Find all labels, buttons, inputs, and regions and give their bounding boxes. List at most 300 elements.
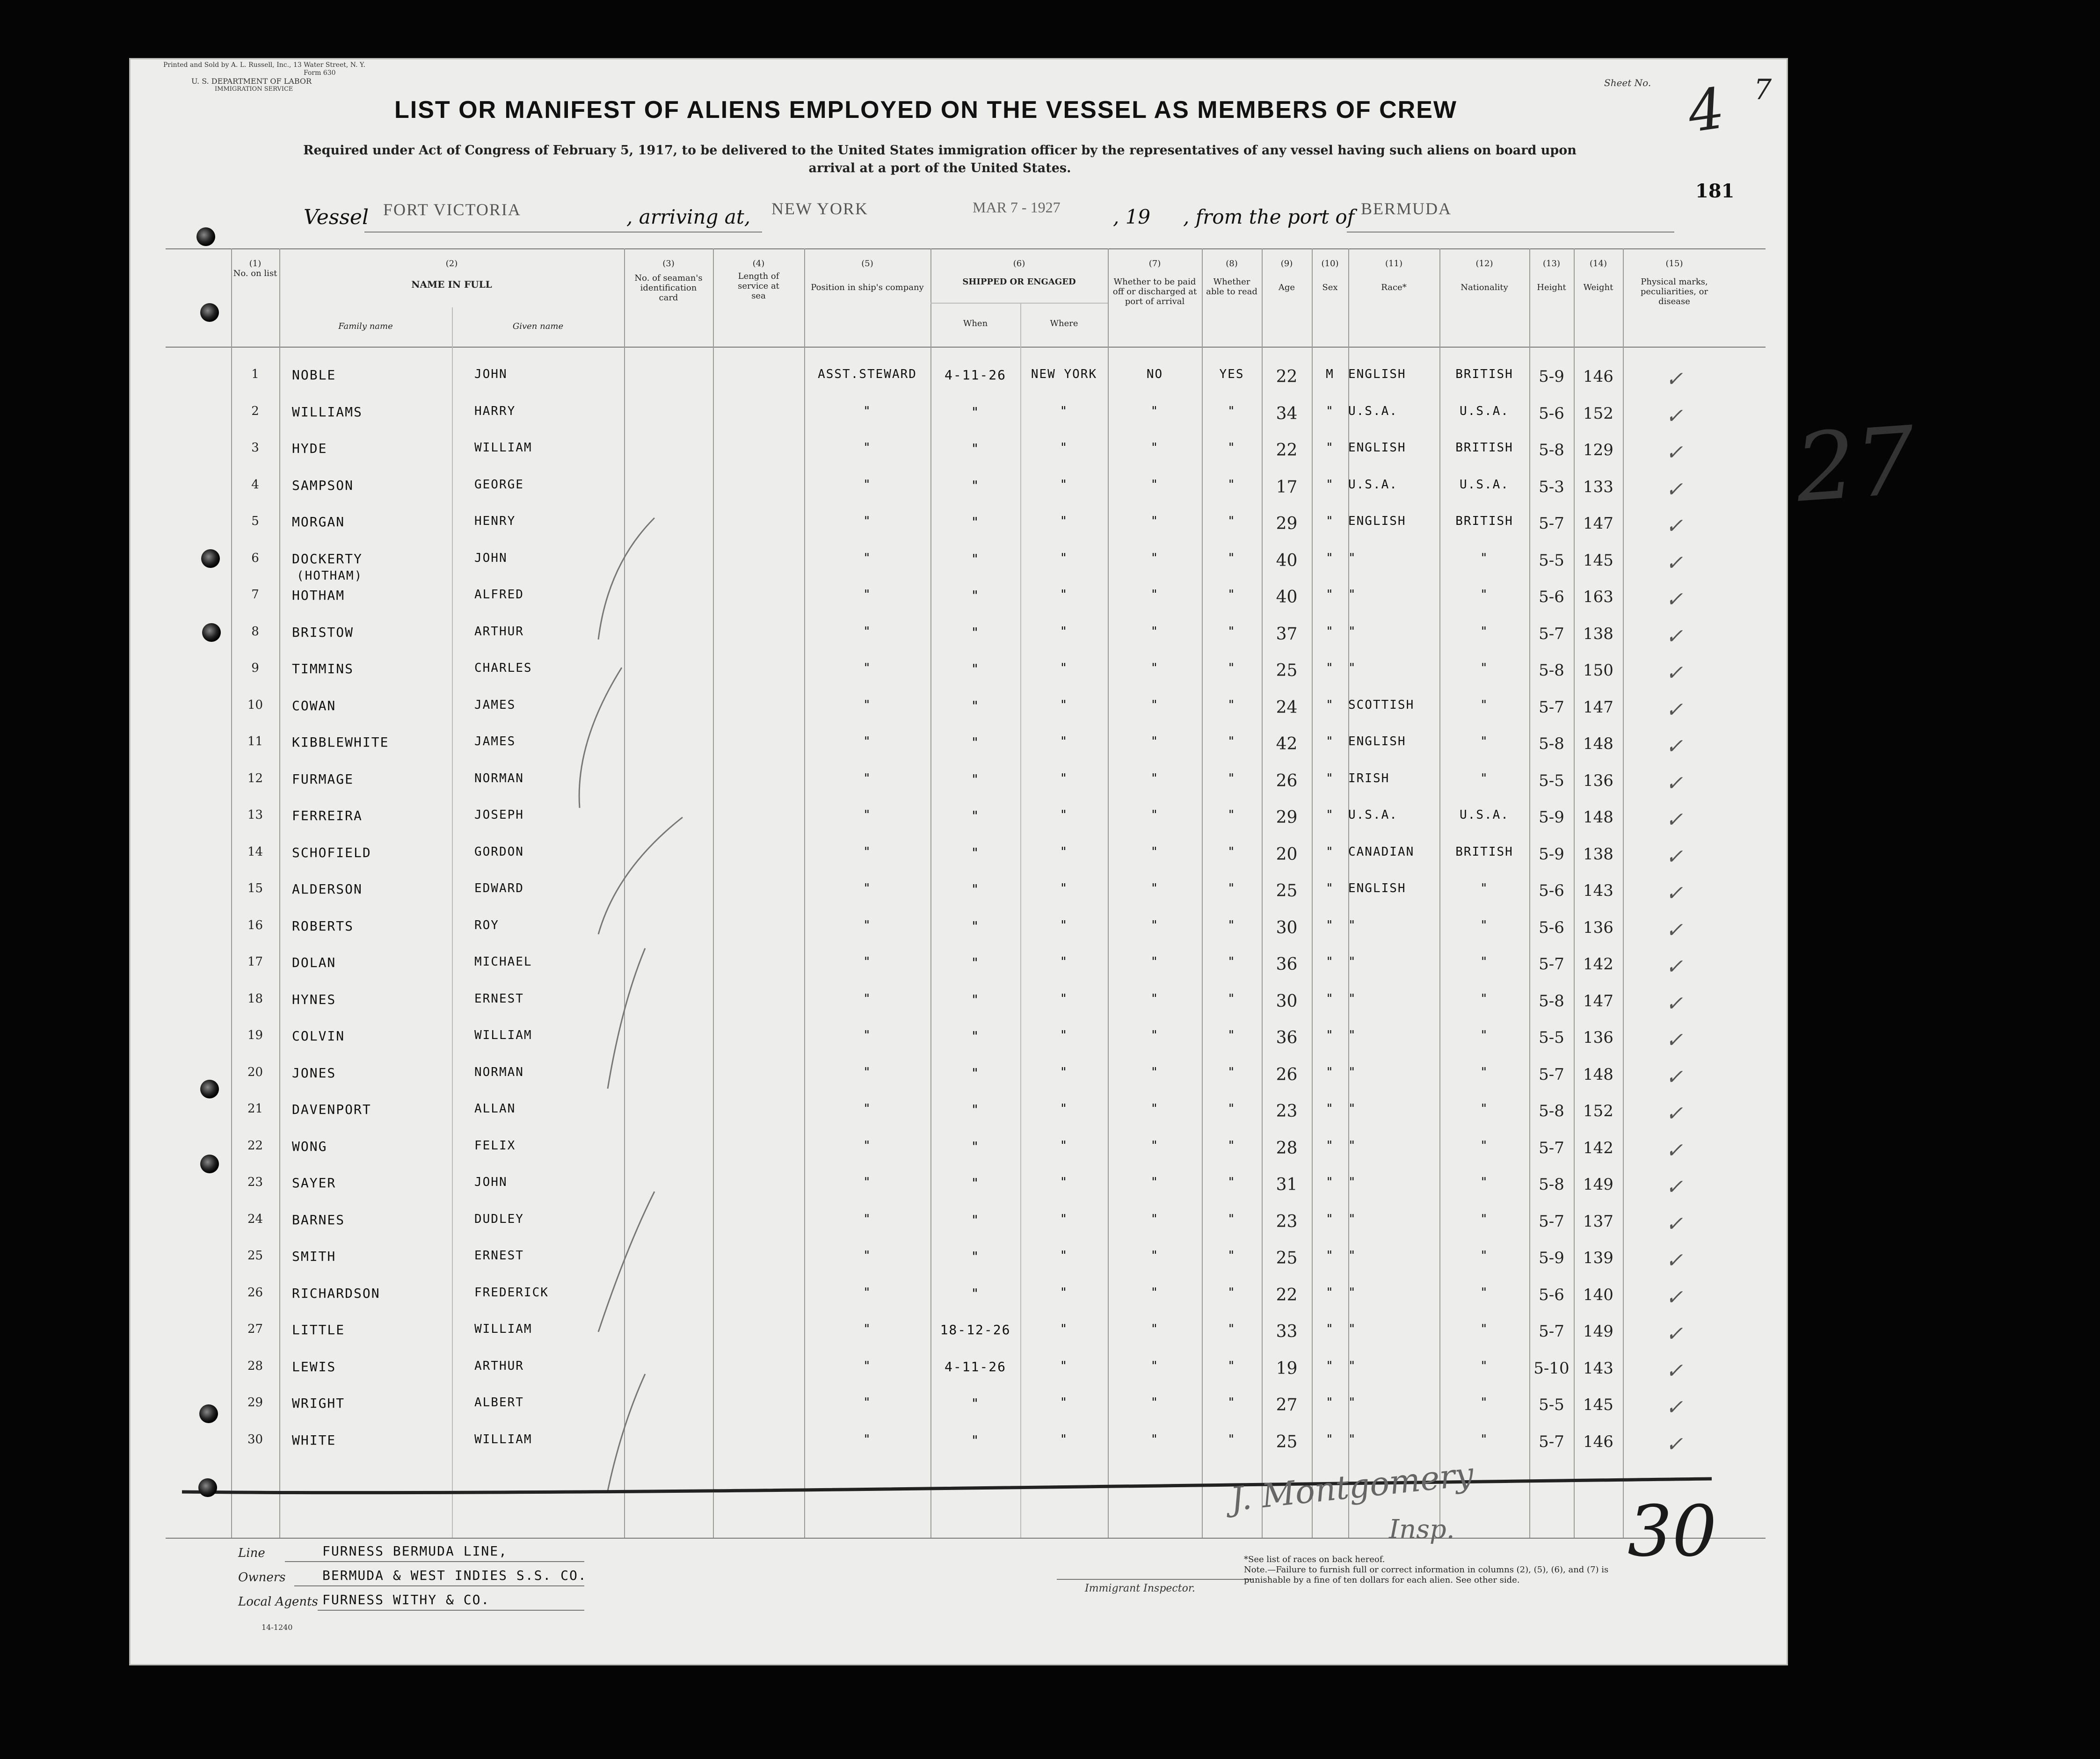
cell-race: " — [1348, 991, 1357, 1006]
cell-position: ASST.STEWARD — [818, 367, 917, 381]
cell-age: 42 — [1276, 734, 1298, 754]
cell-family: ROBERTS — [292, 918, 354, 934]
cell-height: 5-6 — [1539, 918, 1564, 937]
cell-where: " — [1060, 624, 1068, 639]
cell-nat: " — [1480, 1322, 1489, 1336]
name-correction-note: (HOTHAM) — [297, 569, 363, 583]
race-note: *See list of races on back hereof. — [1244, 1555, 1385, 1564]
cell-race: " — [1348, 918, 1357, 932]
cell-mark: ✓ — [1665, 588, 1683, 611]
cell-sex: " — [1326, 1138, 1334, 1153]
cell-where: NEW YORK — [1031, 367, 1097, 381]
cell-race: " — [1348, 1359, 1357, 1373]
cell-position: " — [863, 477, 872, 492]
form-number: Form 630 — [304, 69, 336, 77]
cell-age: 36 — [1276, 1028, 1298, 1047]
cell-weight: 140 — [1583, 1285, 1613, 1304]
cell-paid: " — [1150, 1359, 1159, 1373]
cell-when: " — [971, 404, 980, 420]
cell-race: SCOTTISH — [1348, 698, 1415, 712]
cell-mark: ✓ — [1665, 844, 1683, 869]
cell-weight: 163 — [1583, 588, 1613, 606]
cell-read: " — [1228, 1065, 1236, 1079]
cell-read: " — [1228, 1249, 1236, 1263]
cell-sex: " — [1326, 624, 1334, 639]
cell-height: 5-5 — [1539, 1028, 1564, 1047]
cell-where: " — [1060, 1359, 1068, 1373]
cell-age: 23 — [1276, 1212, 1298, 1231]
cell-given: MICHAEL — [474, 955, 532, 969]
cell-paid: " — [1150, 1065, 1159, 1079]
cell-where: " — [1060, 1102, 1068, 1116]
cell-mark: ✓ — [1665, 1028, 1683, 1052]
cell-when: " — [971, 661, 980, 676]
cell-where: " — [1060, 698, 1068, 712]
cell-position: " — [863, 881, 872, 895]
cell-no: 10 — [247, 698, 263, 712]
cell-age: 23 — [1276, 1102, 1298, 1121]
cell-position: " — [863, 1322, 872, 1336]
cell-race: " — [1348, 1322, 1357, 1336]
cell-nat: " — [1480, 1175, 1489, 1189]
cell-nat: " — [1480, 1102, 1489, 1116]
cell-mark: ✓ — [1665, 404, 1683, 428]
cell-height: 5-8 — [1539, 734, 1564, 753]
cell-mark: ✓ — [1665, 441, 1683, 465]
cell-no: 18 — [247, 991, 263, 1006]
owners-label: Owners — [238, 1570, 286, 1585]
cell-race: U.S.A. — [1348, 404, 1398, 418]
cell-when: " — [971, 1396, 980, 1411]
cell-read: " — [1228, 514, 1236, 528]
cell-paid: " — [1150, 991, 1159, 1006]
cell-position: " — [863, 1285, 872, 1300]
cell-sex: " — [1326, 1396, 1334, 1410]
cell-mark: ✓ — [1665, 514, 1683, 538]
cell-age: 36 — [1276, 955, 1298, 974]
cell-mark: ✓ — [1665, 698, 1683, 722]
cell-nat: " — [1480, 955, 1489, 969]
cell-where: " — [1060, 1396, 1068, 1410]
cell-race: IRISH — [1348, 771, 1390, 785]
cell-when: " — [971, 955, 980, 970]
cell-height: 5-9 — [1539, 844, 1564, 864]
cell-mark: ✓ — [1665, 918, 1683, 942]
cell-age: 19 — [1276, 1359, 1298, 1378]
cell-weight: 146 — [1583, 1432, 1613, 1451]
cell-position: " — [863, 1065, 872, 1079]
cell-paid: " — [1150, 1322, 1159, 1336]
cell-given: JOHN — [474, 1175, 508, 1189]
cell-nat: " — [1480, 1212, 1489, 1226]
cell-sex: " — [1326, 698, 1334, 712]
cell-given: ERNEST — [474, 991, 524, 1006]
cell-height: 5-8 — [1539, 1102, 1564, 1120]
family-name-header: Family name — [338, 321, 393, 331]
cell-age: 25 — [1276, 1249, 1298, 1268]
cell-height: 5-7 — [1539, 624, 1564, 643]
cell-race: " — [1348, 588, 1357, 602]
cell-sex: " — [1326, 1285, 1334, 1300]
cell-mark: ✓ — [1665, 1432, 1683, 1456]
cell-when: 18-12-26 — [940, 1322, 1011, 1337]
cell-nat: " — [1480, 991, 1489, 1006]
cell-no: 11 — [247, 734, 263, 749]
cell-race: ENGLISH — [1348, 734, 1406, 749]
cell-race: ENGLISH — [1348, 881, 1406, 895]
col11-header: (11) Race* — [1381, 259, 1407, 292]
inspector-signature: J. Montgomery — [1228, 1454, 1475, 1519]
cell-position: " — [863, 661, 872, 675]
arriving-label: , arriving at, — [626, 205, 751, 228]
cell-race: " — [1348, 1175, 1357, 1189]
cell-weight: 148 — [1583, 808, 1613, 827]
cell-mark: ✓ — [1665, 367, 1683, 391]
cell-sex: " — [1326, 955, 1334, 969]
cell-height: 5-6 — [1539, 881, 1564, 900]
cell-age: 25 — [1276, 1432, 1298, 1452]
cell-read: " — [1228, 661, 1236, 675]
cell-paid: " — [1150, 1396, 1159, 1410]
cell-weight: 143 — [1583, 881, 1613, 900]
cell-sex: " — [1326, 551, 1334, 565]
cell-read: " — [1228, 624, 1236, 639]
cell-age: 30 — [1276, 991, 1298, 1011]
cell-when: " — [971, 624, 980, 640]
cell-weight: 136 — [1583, 918, 1613, 937]
cell-given: CHARLES — [474, 661, 532, 675]
cell-paid: " — [1150, 881, 1159, 895]
cell-no: 30 — [247, 1432, 263, 1446]
cell-no: 9 — [251, 661, 259, 675]
cell-where: " — [1060, 1432, 1068, 1446]
cell-height: 5-8 — [1539, 441, 1564, 459]
cell-read: " — [1228, 551, 1236, 565]
cell-read: " — [1228, 808, 1236, 822]
col4-header: (4) Length of service at sea — [738, 259, 779, 301]
cell-height: 5-8 — [1539, 1175, 1564, 1194]
cell-nat: " — [1480, 1432, 1489, 1446]
cell-weight: 147 — [1583, 991, 1613, 1010]
cell-where: " — [1060, 1285, 1068, 1300]
cell-height: 5-9 — [1539, 1249, 1564, 1267]
cell-race: U.S.A. — [1348, 477, 1398, 492]
cell-read: " — [1228, 1212, 1236, 1226]
inspector-title: Insp. — [1389, 1514, 1455, 1545]
cell-age: 29 — [1276, 808, 1298, 827]
cell-nat: " — [1480, 1138, 1489, 1153]
cell-where: " — [1060, 991, 1068, 1006]
agents-value: FURNESS WITHY & CO. — [322, 1592, 490, 1607]
cell-mark: ✓ — [1665, 1065, 1683, 1089]
arrival-date-stamp: MAR 7 - 1927 — [973, 199, 1061, 216]
cell-position: " — [863, 1432, 872, 1446]
cell-race: " — [1348, 1249, 1357, 1263]
cell-where: " — [1060, 477, 1068, 492]
cell-no: 23 — [247, 1175, 263, 1189]
cell-mark: ✓ — [1665, 955, 1683, 979]
cell-weight: 142 — [1583, 955, 1613, 974]
cell-mark: ✓ — [1665, 808, 1683, 832]
cell-where: " — [1060, 1249, 1068, 1263]
cell-where: " — [1060, 771, 1068, 785]
punch-hole — [200, 303, 219, 322]
cell-position: " — [863, 588, 872, 602]
cell-race: " — [1348, 1396, 1357, 1410]
cell-height: 5-7 — [1539, 514, 1564, 533]
cell-weight: 145 — [1583, 1396, 1613, 1414]
cell-sex: " — [1326, 1102, 1334, 1116]
cell-age: 27 — [1276, 1396, 1298, 1415]
cell-when: " — [971, 918, 980, 934]
col9-header: (9) Age — [1278, 259, 1295, 292]
col5-header: (5) Position in ship's company — [811, 259, 924, 292]
cell-race: " — [1348, 955, 1357, 969]
col13-header: (13) Height — [1537, 259, 1566, 292]
cell-given: HARRY — [474, 404, 516, 418]
cell-where: " — [1060, 734, 1068, 749]
cell-given: ALFRED — [474, 588, 524, 602]
cell-height: 5-10 — [1533, 1359, 1570, 1378]
cell-weight: 152 — [1583, 404, 1613, 423]
cell-family: MORGAN — [292, 514, 345, 530]
cell-when: " — [971, 514, 980, 530]
cell-paid: " — [1150, 1285, 1159, 1300]
cell-paid: " — [1150, 1102, 1159, 1116]
cell-weight: 138 — [1583, 844, 1613, 864]
cell-height: 5-7 — [1539, 955, 1564, 974]
cell-weight: 142 — [1583, 1138, 1613, 1157]
cell-given: JOHN — [474, 367, 508, 381]
cell-height: 5-6 — [1539, 1285, 1564, 1304]
cell-paid: " — [1150, 441, 1159, 455]
cell-race: CANADIAN — [1348, 844, 1415, 859]
cell-age: 26 — [1276, 1065, 1298, 1084]
cell-mark: ✓ — [1665, 1138, 1683, 1163]
cell-weight: 139 — [1583, 1249, 1613, 1267]
cell-weight: 146 — [1583, 367, 1613, 386]
cell-position: " — [863, 771, 872, 785]
cell-race: " — [1348, 1028, 1357, 1042]
cell-read: " — [1228, 881, 1236, 895]
cell-family: HYNES — [292, 991, 336, 1007]
cell-race: ENGLISH — [1348, 367, 1406, 381]
cell-read: " — [1228, 1285, 1236, 1300]
cell-paid: " — [1150, 771, 1159, 785]
cell-read: " — [1228, 441, 1236, 455]
cell-family: SCHOFIELD — [292, 844, 371, 860]
cell-height: 5-6 — [1539, 404, 1564, 423]
cell-height: 5-7 — [1539, 698, 1564, 717]
cell-given: FREDERICK — [474, 1285, 549, 1300]
cell-paid: " — [1150, 955, 1159, 969]
cell-no: 6 — [251, 551, 259, 565]
cell-when: " — [971, 808, 980, 823]
cell-family: SMITH — [292, 1249, 336, 1264]
cell-age: 17 — [1276, 477, 1298, 497]
cell-position: " — [863, 844, 872, 859]
cell-when: " — [971, 1285, 980, 1301]
cell-family: FURMAGE — [292, 771, 354, 787]
cell-family: RICHARDSON — [292, 1285, 380, 1301]
cell-nat: " — [1480, 918, 1489, 932]
cell-given: EDWARD — [474, 881, 524, 895]
cell-sex: " — [1326, 661, 1334, 675]
cell-given: WILLIAM — [474, 1028, 532, 1042]
cell-read: " — [1228, 1175, 1236, 1189]
cell-position: " — [863, 1249, 872, 1263]
cell-paid: " — [1150, 624, 1159, 639]
cell-when: " — [971, 1028, 980, 1044]
cell-given: ALLAN — [474, 1102, 516, 1116]
cell-race: " — [1348, 1065, 1357, 1079]
punch-hole — [199, 1404, 218, 1423]
cell-nat: U.S.A. — [1460, 404, 1509, 418]
cell-weight: 137 — [1583, 1212, 1613, 1231]
cell-no: 20 — [247, 1065, 263, 1079]
cell-weight: 143 — [1583, 1359, 1613, 1378]
cell-where: " — [1060, 1212, 1068, 1226]
cell-weight: 148 — [1583, 1065, 1613, 1084]
cell-age: 26 — [1276, 771, 1298, 791]
cell-read: " — [1228, 698, 1236, 712]
cell-when: " — [971, 1175, 980, 1191]
cell-read: " — [1228, 1396, 1236, 1410]
inspector-label: Immigrant Inspector. — [1085, 1583, 1195, 1594]
cell-height: 5-7 — [1539, 1432, 1564, 1451]
cell-nat: " — [1480, 771, 1489, 785]
cell-sex: " — [1326, 1359, 1334, 1373]
cell-given: WILLIAM — [474, 441, 532, 455]
document-subtitle: Required under Act of Congress of February 5, 1917, to be delivered to the United States immigration officer by the representatives of any vessel having such aliens on board upon arrival at a port of the United States. — [303, 143, 1577, 175]
cell-nat: " — [1480, 1065, 1489, 1079]
cell-given: JAMES — [474, 734, 516, 749]
cell-read: " — [1228, 955, 1236, 969]
cell-sex: " — [1326, 1322, 1334, 1336]
cell-no: 12 — [247, 771, 263, 785]
cell-read: " — [1228, 477, 1236, 492]
cell-read: " — [1228, 1028, 1236, 1042]
cell-paid: " — [1150, 844, 1159, 859]
cell-family: HYDE — [292, 441, 327, 456]
cell-position: " — [863, 514, 872, 528]
cell-age: 22 — [1276, 1285, 1298, 1305]
cell-sex: " — [1326, 588, 1334, 602]
manifest-sheet — [129, 58, 1919, 1665]
cell-position: " — [863, 1396, 872, 1410]
cell-height: 5-6 — [1539, 588, 1564, 606]
cell-sex: M — [1326, 367, 1334, 381]
cell-height: 5-9 — [1539, 367, 1564, 386]
cell-family: LEWIS — [292, 1359, 336, 1374]
year-label: , 19 — [1113, 205, 1151, 228]
document-title: LIST OR MANIFEST OF ALIENS EMPLOYED ON THE VESSEL AS MEMBERS OF CREW — [394, 96, 1457, 124]
cell-weight: 129 — [1583, 441, 1613, 459]
cell-sex: " — [1326, 734, 1334, 749]
cell-age: 34 — [1276, 404, 1298, 423]
cell-race: ENGLISH — [1348, 514, 1406, 528]
cell-when: " — [971, 844, 980, 860]
cell-when: " — [971, 588, 980, 603]
cell-position: " — [863, 1212, 872, 1226]
col10-header: (10) Sex — [1321, 259, 1339, 292]
line-label: Line — [238, 1546, 265, 1560]
cell-weight: 136 — [1583, 1028, 1613, 1047]
department: U. S. DEPARTMENT OF LABOR — [191, 77, 312, 86]
cell-age: 22 — [1276, 367, 1298, 386]
cell-mark: ✓ — [1665, 477, 1683, 502]
cell-mark: ✓ — [1665, 1249, 1683, 1272]
col14-header: (14) Weight — [1583, 259, 1613, 292]
cell-paid: " — [1150, 918, 1159, 932]
cell-sex: " — [1326, 514, 1334, 528]
cell-read: " — [1228, 1432, 1236, 1446]
sheet-number: 4 — [1684, 76, 1729, 145]
cell-no: 1 — [251, 367, 259, 381]
cell-when: 4-11-26 — [944, 1359, 1006, 1374]
cell-weight: 145 — [1583, 551, 1613, 570]
punch-hole — [200, 1155, 219, 1173]
cell-no: 29 — [247, 1396, 263, 1410]
col12-header: (12) Nationality — [1461, 259, 1508, 292]
cell-given: DUDLEY — [474, 1212, 524, 1226]
cell-family: FERREIRA — [292, 808, 363, 823]
cell-family: WRIGHT — [292, 1396, 345, 1411]
cell-race: " — [1348, 1102, 1357, 1116]
cell-nat: " — [1480, 1285, 1489, 1300]
cell-when: " — [971, 1432, 980, 1448]
cell-sex: " — [1326, 844, 1334, 859]
cell-sex: " — [1326, 477, 1334, 492]
cell-nat: " — [1480, 698, 1489, 712]
cell-age: 25 — [1276, 661, 1298, 680]
punch-hole — [198, 1478, 217, 1497]
cell-paid: " — [1150, 551, 1159, 565]
cell-position: " — [863, 991, 872, 1006]
cell-family: LITTLE — [292, 1322, 345, 1337]
cell-family: BRISTOW — [292, 624, 354, 640]
cell-no: 22 — [247, 1138, 263, 1153]
cell-when: " — [971, 698, 980, 713]
cell-nat: BRITISH — [1455, 514, 1513, 528]
printer-line: Printed and Sold by A. L. Russell, Inc., 13 Water Street, N. Y. — [163, 61, 365, 69]
cell-where: " — [1060, 551, 1068, 565]
cell-family: COLVIN — [292, 1028, 345, 1044]
cell-read: " — [1228, 1138, 1236, 1153]
punch-hole — [201, 549, 220, 568]
cell-height: 5-8 — [1539, 991, 1564, 1010]
cell-when: " — [971, 881, 980, 897]
cell-nat: " — [1480, 624, 1489, 639]
cell-race: U.S.A. — [1348, 808, 1398, 822]
cell-position: " — [863, 1175, 872, 1189]
cell-where: " — [1060, 404, 1068, 418]
sheet-circled-number: 7 — [1754, 73, 1772, 106]
cell-where: " — [1060, 1322, 1068, 1336]
cell-where: " — [1060, 1028, 1068, 1042]
cell-no: 16 — [247, 918, 263, 932]
cell-given: ROY — [474, 918, 499, 932]
cell-where: " — [1060, 918, 1068, 932]
cell-sex: " — [1326, 991, 1334, 1006]
cell-height: 5-7 — [1539, 1138, 1564, 1157]
cell-given: GEORGE — [474, 477, 524, 492]
cell-age: 25 — [1276, 881, 1298, 901]
cell-sex: " — [1326, 1212, 1334, 1226]
cell-mark: ✓ — [1665, 551, 1683, 575]
cell-age: 22 — [1276, 441, 1298, 460]
cell-when: " — [971, 734, 980, 750]
